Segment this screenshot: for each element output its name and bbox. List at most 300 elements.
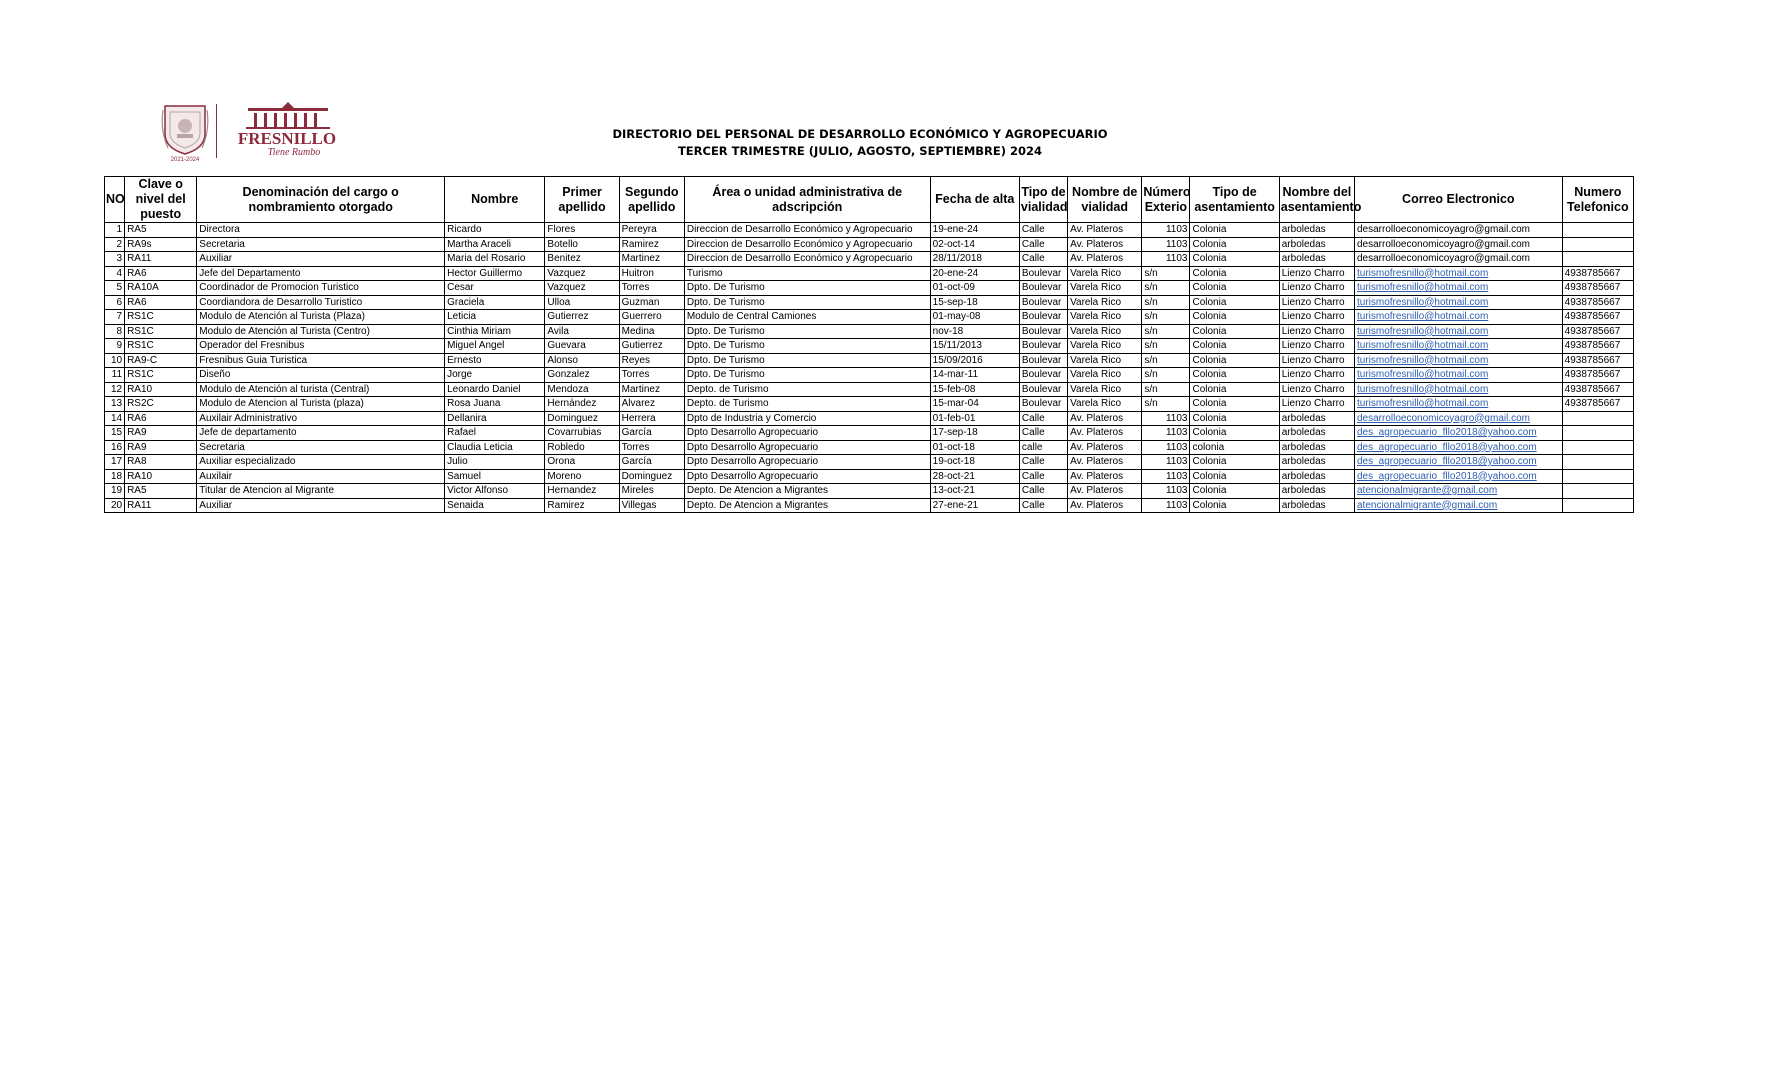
- cell-area: Modulo de Central Camiones: [684, 310, 930, 325]
- cell-segundo-apellido: Martinez: [619, 252, 684, 267]
- cell-segundo-apellido: Medina: [619, 324, 684, 339]
- cell-segundo-apellido: Torres: [619, 281, 684, 296]
- cell-area: Dpto. De Turismo: [684, 368, 930, 383]
- cell-telefono: [1562, 440, 1633, 455]
- email-link[interactable]: turismofresnillo@hotmail.com: [1356, 325, 1489, 337]
- table-row: [105, 411, 1634, 426]
- cell-primer-apellido: Avila: [545, 324, 619, 339]
- cell-tipo-asentamiento: Colonia: [1190, 324, 1279, 339]
- cell-area: Depto. de Turismo: [684, 397, 930, 412]
- cell-nombre: Cinthia Miriam: [445, 324, 545, 339]
- email-link[interactable]: turismofresnillo@hotmail.com: [1356, 398, 1489, 409]
- col-header-numero-exterior: Número Exterio: [1142, 177, 1190, 223]
- cell-cargo: Modulo de Atención al Turista (Plaza): [197, 310, 445, 325]
- cell-area: Depto. De Atencion a Migrantes: [684, 484, 930, 499]
- cell-nombre-asentamiento: Lienzo Charro: [1279, 295, 1354, 310]
- cell-numero-exterior: s/n: [1142, 266, 1190, 281]
- cell-fecha-alta: 28-oct-21: [930, 469, 1019, 484]
- email-link[interactable]: turismofresnillo@hotmail.com: [1356, 369, 1489, 380]
- cell-area: Depto. de Turismo: [684, 382, 930, 397]
- cell-area: Dpto. De Turismo: [684, 281, 930, 296]
- table-row: [105, 295, 1634, 310]
- email-link[interactable]: turismofresnillo@hotmail.com: [1356, 296, 1489, 308]
- cell-correo: [1354, 252, 1562, 267]
- cell-clave: RA6: [125, 295, 197, 310]
- cell-tipo-asentamiento: Colonia: [1190, 339, 1279, 354]
- cell-telefono: [1562, 426, 1633, 441]
- cell-nombre: Ricardo: [445, 223, 545, 238]
- table-row: [105, 397, 1634, 412]
- table-row: [105, 426, 1634, 441]
- table-row: [105, 324, 1634, 339]
- cell-correo: [1354, 339, 1562, 354]
- cell-correo: [1354, 324, 1562, 339]
- email-link[interactable]: des_agropecuario_fllo2018@yahoo.com: [1356, 456, 1537, 467]
- cell-fecha-alta: 14-mar-11: [930, 368, 1019, 383]
- cell-tipo-vialidad: Calle: [1019, 469, 1067, 484]
- email-link[interactable]: turismofresnillo@hotmail.com: [1356, 282, 1489, 293]
- cell-nombre-asentamiento: arboledas: [1279, 237, 1354, 252]
- cell-segundo-apellido: Herrera: [619, 411, 684, 426]
- email-link[interactable]: atencionalmigrante@gmail.com: [1356, 499, 1498, 511]
- cell-fecha-alta: 19-oct-18: [930, 455, 1019, 470]
- cell-no: 20: [105, 498, 125, 513]
- cell-primer-apellido: Vazquez: [545, 281, 619, 296]
- cell-primer-apellido: Orona: [545, 455, 619, 470]
- cell-nombre: Graciela: [445, 295, 545, 310]
- cell-numero-exterior: s/n: [1142, 310, 1190, 325]
- cell-area: Dpto Desarrollo Agropecuario: [684, 455, 930, 470]
- cell-nombre: Senaida: [445, 498, 545, 513]
- cell-clave: RA11: [125, 498, 197, 513]
- logo-divider: [216, 104, 217, 158]
- cell-fecha-alta: 15/09/2016: [930, 353, 1019, 368]
- cell-primer-apellido: Ulloa: [545, 295, 619, 310]
- cell-tipo-vialidad: Calle: [1019, 223, 1067, 238]
- cell-primer-apellido: Alonso: [545, 353, 619, 368]
- cell-numero-exterior: 1103: [1142, 426, 1190, 441]
- cell-nombre-asentamiento: arboledas: [1279, 484, 1354, 499]
- email-link[interactable]: turismofresnillo@hotmail.com: [1356, 311, 1489, 322]
- cell-numero-exterior: 1103: [1142, 440, 1190, 455]
- personnel-directory-table: [104, 176, 1634, 513]
- municipal-seal-icon: [160, 100, 210, 162]
- cell-fecha-alta: 17-sep-18: [930, 426, 1019, 441]
- cell-tipo-asentamiento: colonia: [1190, 440, 1279, 455]
- cell-clave: RS1C: [125, 368, 197, 383]
- cell-no: 11: [105, 368, 125, 383]
- cell-clave: RA10: [125, 469, 197, 484]
- cell-primer-apellido: Flores: [545, 223, 619, 238]
- cell-no: 10: [105, 353, 125, 368]
- cell-primer-apellido: Guevara: [545, 339, 619, 354]
- cell-fecha-alta: 15-sep-18: [930, 295, 1019, 310]
- cell-telefono: 4938785667: [1562, 295, 1633, 310]
- cell-nombre-asentamiento: Lienzo Charro: [1279, 397, 1354, 412]
- cell-no: 15: [105, 426, 125, 441]
- email-link[interactable]: turismofresnillo@hotmail.com: [1356, 340, 1489, 351]
- cell-telefono: [1562, 223, 1633, 238]
- cell-numero-exterior: 1103: [1142, 469, 1190, 484]
- cell-no: 18: [105, 469, 125, 484]
- cell-correo: [1354, 440, 1562, 455]
- cell-clave: RA9: [125, 440, 197, 455]
- cell-segundo-apellido: Gutierrez: [619, 339, 684, 354]
- cell-fecha-alta: 27-ene-21: [930, 498, 1019, 513]
- table-row: [105, 223, 1634, 238]
- cell-segundo-apellido: Alvarez: [619, 397, 684, 412]
- cell-primer-apellido: Benitez: [545, 252, 619, 267]
- cell-nombre-asentamiento: Lienzo Charro: [1279, 310, 1354, 325]
- cell-tipo-asentamiento: Colonia: [1190, 223, 1279, 238]
- cell-nombre: Victor Alfonso: [445, 484, 545, 499]
- cell-segundo-apellido: Guerrero: [619, 310, 684, 325]
- col-header-area: Área o unidad administrativa de adscripción: [684, 177, 930, 223]
- cell-fecha-alta: 15/11/2013: [930, 339, 1019, 354]
- cell-primer-apellido: Mendoza: [545, 382, 619, 397]
- cell-clave: RA11: [125, 252, 197, 267]
- col-header-nombre: Nombre: [445, 177, 545, 223]
- cell-nombre: Martha Araceli: [445, 237, 545, 252]
- cell-nombre: Leonardo Daniel: [445, 382, 545, 397]
- cell-tipo-vialidad: Boulevar: [1019, 339, 1067, 354]
- cell-nombre: Samuel: [445, 469, 545, 484]
- cell-fecha-alta: 28/11/2018: [930, 252, 1019, 267]
- cell-segundo-apellido: Ramirez: [619, 237, 684, 252]
- cell-no: 4: [105, 266, 125, 281]
- cell-segundo-apellido: Villegas: [619, 498, 684, 513]
- table-body: [105, 223, 1634, 513]
- cell-fecha-alta: 15-mar-04: [930, 397, 1019, 412]
- cell-no: 7: [105, 310, 125, 325]
- cell-tipo-vialidad: Calle: [1019, 237, 1067, 252]
- cell-nombre: Jorge: [445, 368, 545, 383]
- cell-area: Direccion de Desarrollo Económico y Agropecuario: [684, 223, 930, 238]
- cell-nombre: Dellanira: [445, 411, 545, 426]
- cell-nombre-vialidad: Av. Plateros: [1068, 426, 1142, 441]
- svg-text:Tiene Rumbo: Tiene Rumbo: [267, 147, 321, 158]
- fresnillo-wordmark: [224, 102, 350, 158]
- table-row: [105, 237, 1634, 252]
- cell-clave: RA10: [125, 382, 197, 397]
- cell-tipo-vialidad: Calle: [1019, 252, 1067, 267]
- cell-telefono: [1562, 252, 1633, 267]
- cell-segundo-apellido: Reyes: [619, 353, 684, 368]
- svg-text:FRESNILLO: FRESNILLO: [237, 129, 337, 148]
- cell-tipo-asentamiento: Colonia: [1190, 397, 1279, 412]
- cell-telefono: 4938785667: [1562, 397, 1633, 412]
- email-link[interactable]: des_agropecuario_fllo2018@yahoo.com: [1356, 427, 1537, 438]
- cell-clave: RS1C: [125, 324, 197, 339]
- cell-tipo-asentamiento: Colonia: [1190, 426, 1279, 441]
- cell-fecha-alta: 19-ene-24: [930, 223, 1019, 238]
- cell-telefono: 4938785667: [1562, 353, 1633, 368]
- cell-tipo-asentamiento: Colonia: [1190, 310, 1279, 325]
- cell-telefono: 4938785667: [1562, 324, 1633, 339]
- cell-tipo-asentamiento: Colonia: [1190, 295, 1279, 310]
- cell-nombre-asentamiento: Lienzo Charro: [1279, 324, 1354, 339]
- cell-primer-apellido: Hernandez: [545, 484, 619, 499]
- cell-segundo-apellido: García: [619, 455, 684, 470]
- cell-nombre-asentamiento: arboledas: [1279, 223, 1354, 238]
- cell-cargo: Modulo de Atencion al Turista (plaza): [197, 397, 445, 412]
- cell-nombre: Julio: [445, 455, 545, 470]
- cell-nombre-asentamiento: arboledas: [1279, 411, 1354, 426]
- cell-clave: RA9-C: [125, 353, 197, 368]
- cell-nombre-vialidad: Av. Plateros: [1068, 498, 1142, 513]
- cell-telefono: [1562, 498, 1633, 513]
- cell-area: Direccion de Desarrollo Económico y Agropecuario: [684, 252, 930, 267]
- cell-tipo-vialidad: Boulevar: [1019, 281, 1067, 296]
- cell-segundo-apellido: Guzman: [619, 295, 684, 310]
- cell-cargo: Titular de Atencion al Migrante: [197, 484, 445, 499]
- cell-numero-exterior: 1103: [1142, 411, 1190, 426]
- cell-cargo: Jefe del Departamento: [197, 266, 445, 281]
- cell-nombre-asentamiento: arboledas: [1279, 252, 1354, 267]
- cell-tipo-asentamiento: Colonia: [1190, 484, 1279, 499]
- cell-numero-exterior: s/n: [1142, 368, 1190, 383]
- cell-fecha-alta: 01-oct-18: [930, 440, 1019, 455]
- cell-nombre-vialidad: Varela Rico: [1068, 368, 1142, 383]
- cell-fecha-alta: 01-may-08: [930, 310, 1019, 325]
- cell-correo: [1354, 353, 1562, 368]
- cell-nombre-asentamiento: arboledas: [1279, 455, 1354, 470]
- cell-clave: RA10A: [125, 281, 197, 296]
- table-row: [105, 339, 1634, 354]
- cell-segundo-apellido: Pereyra: [619, 223, 684, 238]
- cell-tipo-vialidad: Boulevar: [1019, 324, 1067, 339]
- cell-segundo-apellido: Dominguez: [619, 469, 684, 484]
- cell-tipo-vialidad: Calle: [1019, 426, 1067, 441]
- cell-area: Turismo: [684, 266, 930, 281]
- table-row: [105, 484, 1634, 499]
- cell-nombre: Hector Guillermo: [445, 266, 545, 281]
- cell-fecha-alta: 02-oct-14: [930, 237, 1019, 252]
- cell-cargo: Auxiliar: [197, 498, 445, 513]
- cell-area: Dpto. De Turismo: [684, 339, 930, 354]
- cell-nombre: Leticia: [445, 310, 545, 325]
- cell-segundo-apellido: Torres: [619, 440, 684, 455]
- cell-tipo-vialidad: Boulevar: [1019, 382, 1067, 397]
- cell-tipo-asentamiento: Colonia: [1190, 237, 1279, 252]
- cell-primer-apellido: Dominguez: [545, 411, 619, 426]
- cell-tipo-vialidad: Calle: [1019, 455, 1067, 470]
- cell-no: 12: [105, 382, 125, 397]
- cell-cargo: Jefe de departamento: [197, 426, 445, 441]
- cell-nombre-vialidad: Varela Rico: [1068, 397, 1142, 412]
- cell-nombre-vialidad: Varela Rico: [1068, 281, 1142, 296]
- col-header-clave: Clave o nivel del puesto: [125, 177, 197, 223]
- cell-segundo-apellido: García: [619, 426, 684, 441]
- cell-no: 19: [105, 484, 125, 499]
- cell-area: Dpto Desarrollo Agropecuario: [684, 469, 930, 484]
- cell-numero-exterior: 1103: [1142, 484, 1190, 499]
- cell-no: 9: [105, 339, 125, 354]
- cell-nombre-vialidad: Av. Plateros: [1068, 440, 1142, 455]
- cell-correo: [1354, 310, 1562, 325]
- cell-telefono: [1562, 455, 1633, 470]
- cell-tipo-vialidad: Boulevar: [1019, 397, 1067, 412]
- cell-tipo-vialidad: Boulevar: [1019, 368, 1067, 383]
- cell-nombre: Miguel Angel: [445, 339, 545, 354]
- cell-clave: RA5: [125, 484, 197, 499]
- cell-telefono: 4938785667: [1562, 382, 1633, 397]
- cell-nombre: Maria del Rosario: [445, 252, 545, 267]
- cell-nombre: Rafael: [445, 426, 545, 441]
- cell-nombre-asentamiento: arboledas: [1279, 498, 1354, 513]
- cell-nombre-asentamiento: Lienzo Charro: [1279, 339, 1354, 354]
- cell-nombre-vialidad: Varela Rico: [1068, 310, 1142, 325]
- cell-nombre-vialidad: Av. Plateros: [1068, 411, 1142, 426]
- col-header-nombre-vialidad: Nombre de vialidad: [1068, 177, 1142, 223]
- cell-clave: RA6: [125, 411, 197, 426]
- cell-clave: RA5: [125, 223, 197, 238]
- cell-correo: [1354, 223, 1562, 238]
- cell-correo: [1354, 484, 1562, 499]
- cell-numero-exterior: s/n: [1142, 382, 1190, 397]
- cell-tipo-asentamiento: Colonia: [1190, 368, 1279, 383]
- cell-no: 1: [105, 223, 125, 238]
- cell-tipo-vialidad: Boulevar: [1019, 266, 1067, 281]
- cell-tipo-vialidad: Calle: [1019, 498, 1067, 513]
- cell-cargo: Auxilair Administrativo: [197, 411, 445, 426]
- cell-telefono: [1562, 411, 1633, 426]
- cell-tipo-asentamiento: Colonia: [1190, 353, 1279, 368]
- table-row: [105, 310, 1634, 325]
- cell-tipo-asentamiento: Colonia: [1190, 252, 1279, 267]
- table-header-row: [105, 177, 1634, 223]
- cell-segundo-apellido: Mireles: [619, 484, 684, 499]
- cell-numero-exterior: 1103: [1142, 455, 1190, 470]
- email-link[interactable]: turismofresnillo@hotmail.com: [1356, 267, 1489, 279]
- cell-no: 16: [105, 440, 125, 455]
- cell-nombre-vialidad: Av. Plateros: [1068, 455, 1142, 470]
- cell-cargo: Auxiliar especializado: [197, 455, 445, 470]
- email-link[interactable]: atencionalmigrante@gmail.com: [1356, 485, 1498, 496]
- cell-telefono: 4938785667: [1562, 281, 1633, 296]
- cell-area: Dpto Desarrollo Agropecuario: [684, 426, 930, 441]
- cell-no: 8: [105, 324, 125, 339]
- cell-no: 2: [105, 237, 125, 252]
- cell-nombre-vialidad: Av. Plateros: [1068, 237, 1142, 252]
- table-row: [105, 455, 1634, 470]
- cell-nombre-vialidad: Varela Rico: [1068, 295, 1142, 310]
- cell-no: 6: [105, 295, 125, 310]
- cell-nombre-vialidad: Varela Rico: [1068, 339, 1142, 354]
- cell-primer-apellido: Gonzalez: [545, 368, 619, 383]
- cell-nombre-vialidad: Varela Rico: [1068, 324, 1142, 339]
- cell-area: Dpto. De Turismo: [684, 353, 930, 368]
- email-link[interactable]: turismofresnillo@hotmail.com: [1356, 383, 1489, 395]
- cell-correo: [1354, 397, 1562, 412]
- cell-telefono: 4938785667: [1562, 339, 1633, 354]
- cell-tipo-vialidad: calle: [1019, 440, 1067, 455]
- cell-no: 3: [105, 252, 125, 267]
- cell-tipo-asentamiento: Colonia: [1190, 382, 1279, 397]
- cell-correo: [1354, 382, 1562, 397]
- cell-telefono: 4938785667: [1562, 368, 1633, 383]
- cell-primer-apellido: Vazquez: [545, 266, 619, 281]
- table-row: [105, 266, 1634, 281]
- cell-nombre-asentamiento: Lienzo Charro: [1279, 353, 1354, 368]
- cell-nombre-vialidad: Av. Plateros: [1068, 484, 1142, 499]
- cell-fecha-alta: 01-oct-09: [930, 281, 1019, 296]
- cell-cargo: Secretaria: [197, 440, 445, 455]
- cell-clave: RA6: [125, 266, 197, 281]
- cell-tipo-asentamiento: Colonia: [1190, 281, 1279, 296]
- cell-nombre: Cesar: [445, 281, 545, 296]
- col-header-tipo-vialidad: Tipo de vialidad: [1019, 177, 1067, 223]
- cell-cargo: Auxiliar: [197, 252, 445, 267]
- col-header-no: NO: [105, 177, 125, 223]
- cell-nombre-asentamiento: Lienzo Charro: [1279, 266, 1354, 281]
- cell-telefono: 4938785667: [1562, 310, 1633, 325]
- cell-correo: [1354, 426, 1562, 441]
- cell-tipo-vialidad: Calle: [1019, 411, 1067, 426]
- cell-clave: RA8: [125, 455, 197, 470]
- cell-nombre-asentamiento: arboledas: [1279, 469, 1354, 484]
- title-line-2: TERCER TRIMESTRE (JULIO, AGOSTO, SEPTIEMBRE) 2024: [677, 144, 1043, 158]
- col-header-telefono: Numero Telefonico: [1562, 177, 1633, 223]
- cell-numero-exterior: s/n: [1142, 324, 1190, 339]
- cell-nombre: Claudia Leticia: [445, 440, 545, 455]
- cell-numero-exterior: s/n: [1142, 281, 1190, 296]
- cell-area: Direccion de Desarrollo Económico y Agropecuario: [684, 237, 930, 252]
- cell-no: 17: [105, 455, 125, 470]
- cell-nombre-asentamiento: arboledas: [1279, 440, 1354, 455]
- table-row: [105, 382, 1634, 397]
- cell-correo: [1354, 237, 1562, 252]
- cell-no: 14: [105, 411, 125, 426]
- cell-cargo: Coordiandora de Desarrollo Turistico: [197, 295, 445, 310]
- email-link[interactable]: desarrolloeconomicoyagro@gmail.com: [1356, 412, 1530, 424]
- cell-tipo-asentamiento: Colonia: [1190, 411, 1279, 426]
- col-header-fecha-alta: Fecha de alta: [930, 177, 1019, 223]
- cell-cargo: Directora: [197, 223, 445, 238]
- cell-tipo-vialidad: Boulevar: [1019, 310, 1067, 325]
- cell-tipo-asentamiento: Colonia: [1190, 498, 1279, 513]
- document-title: [560, 126, 1160, 160]
- cell-clave: RA9s: [125, 237, 197, 252]
- cell-fecha-alta: 20-ene-24: [930, 266, 1019, 281]
- table-row: [105, 252, 1634, 267]
- email-link[interactable]: des_agropecuario_fllo2018@yahoo.com: [1356, 441, 1537, 453]
- cell-fecha-alta: nov-18: [930, 324, 1019, 339]
- cell-area: Dpto. De Turismo: [684, 324, 930, 339]
- cell-nombre-vialidad: Varela Rico: [1068, 353, 1142, 368]
- cell-correo: [1354, 498, 1562, 513]
- email-link[interactable]: turismofresnillo@hotmail.com: [1356, 354, 1489, 366]
- cell-nombre-vialidad: Av. Plateros: [1068, 469, 1142, 484]
- email-link[interactable]: des_agropecuario_fllo2018@yahoo.com: [1356, 470, 1537, 482]
- cell-numero-exterior: 1103: [1142, 252, 1190, 267]
- table-row: [105, 498, 1634, 513]
- cell-numero-exterior: s/n: [1142, 397, 1190, 412]
- table-row: [105, 281, 1634, 296]
- cell-numero-exterior: s/n: [1142, 295, 1190, 310]
- cell-telefono: [1562, 484, 1633, 499]
- cell-correo: [1354, 281, 1562, 296]
- cell-cargo: Operador del Fresnibus: [197, 339, 445, 354]
- col-header-tipo-asentamiento: Tipo de asentamiento: [1190, 177, 1279, 223]
- cell-correo: [1354, 455, 1562, 470]
- cell-cargo: Diseño: [197, 368, 445, 383]
- cell-nombre-vialidad: Av. Plateros: [1068, 223, 1142, 238]
- cell-nombre-vialidad: Varela Rico: [1068, 382, 1142, 397]
- cell-clave: RS1C: [125, 310, 197, 325]
- email-text: desarrolloeconomicoyagro@gmail.com: [1356, 253, 1530, 264]
- cell-cargo: Fresnibus Guia Turistica: [197, 353, 445, 368]
